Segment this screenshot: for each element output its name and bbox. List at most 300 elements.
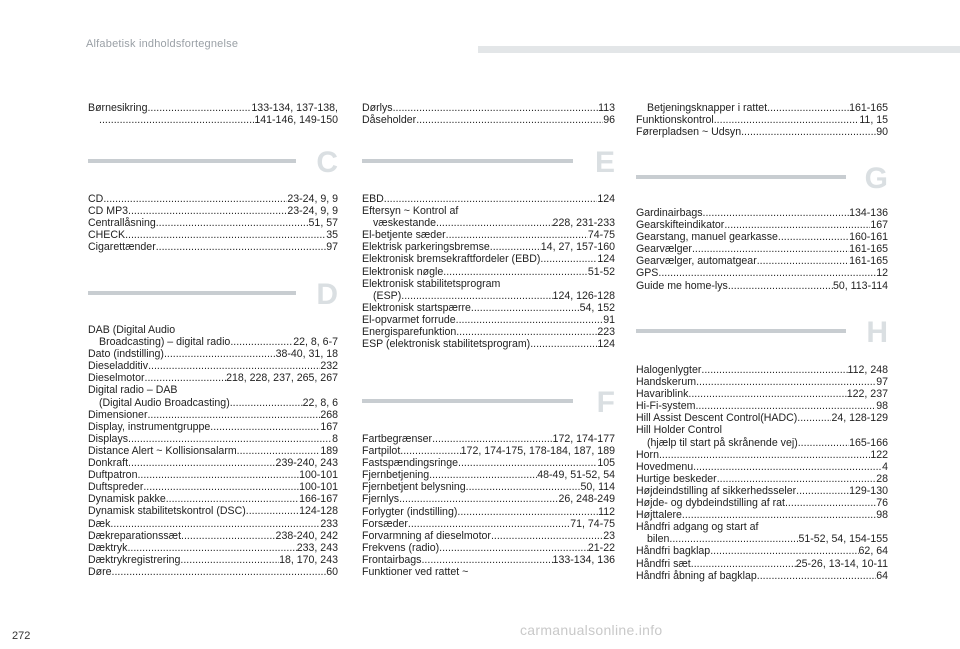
- dot-leader: [421, 554, 552, 566]
- entry-pages: 160-161: [849, 231, 888, 244]
- entry-term: Guide me home-lys: [636, 279, 728, 292]
- dot-leader: [439, 542, 588, 554]
- entry-term: CHECK: [88, 229, 126, 242]
- entry-term: Gearskifteindikator: [636, 219, 725, 232]
- index-entry: [88, 505, 338, 517]
- entry-pages: 167: [870, 219, 888, 232]
- entry-pages: 97: [876, 376, 888, 389]
- entry-pages: 25-26, 13-14, 10-11: [795, 557, 888, 570]
- index-entry: [88, 421, 338, 433]
- dot-leader: [530, 338, 597, 350]
- entry-term: Havariblink: [636, 388, 689, 401]
- dot-leader: [692, 243, 849, 255]
- entry-term: Hovedmenu: [636, 460, 694, 473]
- entry-pages: 8: [332, 432, 338, 445]
- dot-leader: [384, 193, 598, 205]
- dot-leader: [128, 433, 332, 445]
- entry-term: Højdeindstilling af sikkerhedsseler: [636, 484, 797, 497]
- entry-term: bilen: [647, 533, 670, 546]
- entry-term: Display, instrumentgruppe: [88, 420, 211, 433]
- index-entry: [636, 497, 888, 509]
- index-entry: [362, 102, 615, 114]
- index-entry: [636, 231, 888, 243]
- index-entry: [88, 241, 338, 253]
- dot-leader: [724, 219, 870, 231]
- dot-leader: [710, 545, 858, 557]
- index-entry: [362, 481, 615, 493]
- dot-leader: [148, 360, 320, 372]
- dot-leader: [210, 421, 320, 433]
- index-entry: [362, 290, 615, 302]
- section-c: [88, 148, 338, 188]
- entry-term: Energisparefunktion: [362, 326, 457, 339]
- entry-term: Håndfri adgang og start af: [636, 521, 759, 534]
- entry-term: Dørlys: [362, 102, 393, 114]
- entry-pages: 161-165: [849, 255, 888, 268]
- entry-pages: 167: [320, 420, 338, 433]
- entry-pages: 24, 128-129: [831, 412, 888, 425]
- section-h: [636, 318, 888, 358]
- entry-pages: 35: [326, 229, 338, 242]
- entry-pages: 12: [876, 267, 888, 280]
- entry-pages: 105: [597, 457, 615, 470]
- entry-term: (Digital Audio Broadcasting): [99, 396, 230, 409]
- entry-term: væskestande: [373, 217, 437, 230]
- index-entry: [362, 314, 615, 326]
- header-title: Alfabetisk indholdsfortegnelse: [86, 38, 239, 50]
- entry-term: Fjernbetjening: [362, 469, 430, 482]
- index-entry: [362, 326, 615, 338]
- index-entry: [88, 348, 338, 360]
- entry-term: Dynamisk pakke: [88, 493, 166, 506]
- dot-leader: [471, 302, 580, 314]
- entry-pages: 172, 174-175, 178-184, 187, 189: [460, 445, 615, 458]
- dot-leader: [741, 126, 876, 138]
- entry-term: Gearvælger: [636, 243, 692, 256]
- entry-pages: 129-130: [849, 484, 888, 497]
- entry-pages: 141-146, 149-150: [254, 114, 338, 127]
- index-entry: [636, 509, 888, 521]
- entry-pages: 218, 228, 237, 265, 267: [226, 372, 338, 385]
- index-entry: [88, 493, 338, 505]
- index-entry: [88, 554, 338, 566]
- dot-leader: [798, 437, 849, 449]
- index-entry: [362, 493, 615, 505]
- dot-leader: [714, 114, 860, 126]
- dot-leader: [458, 457, 597, 469]
- dot-leader: [110, 518, 320, 530]
- watermark-text: carmanualsonline.info: [520, 622, 663, 638]
- dot-leader: [456, 326, 597, 338]
- index-entry: [88, 433, 338, 445]
- index-entry: [636, 461, 888, 473]
- entry-pages: 51, 57: [308, 217, 338, 230]
- entry-term: Forsæder: [362, 517, 408, 530]
- entry-pages: 18, 170, 243: [279, 553, 338, 566]
- dot-leader: [125, 229, 326, 241]
- entry-term: (ESP): [373, 289, 402, 302]
- index-entry: [362, 566, 615, 578]
- dot-leader: [659, 449, 870, 461]
- index-entry: [636, 424, 888, 436]
- dot-leader: [457, 506, 598, 518]
- entry-pages: 232: [320, 360, 338, 373]
- entry-term: Dæktrykregistrering: [88, 553, 181, 566]
- index-entry: [88, 481, 338, 493]
- entry-term: Displays: [88, 432, 129, 445]
- entry-term: Distance Alert ~ Kollisionsalarm: [88, 444, 237, 457]
- entry-pages: 112, 248: [847, 364, 888, 376]
- index-entry: [636, 437, 888, 449]
- entry-term: Hurtige beskeder: [636, 472, 717, 485]
- entry-pages: 98: [876, 509, 888, 522]
- entry-pages: 161-165: [849, 243, 888, 256]
- index-entry: [362, 193, 615, 205]
- index-entry: [636, 255, 888, 267]
- entry-term: El-opvarmet forrude: [362, 313, 456, 326]
- entry-term: Cigarettænder: [88, 241, 156, 254]
- dot-leader: [703, 207, 850, 219]
- entry-pages: 189: [320, 444, 338, 457]
- index-entry: [88, 542, 338, 554]
- entry-term: Forlygter (indstilling): [362, 505, 458, 518]
- entry-term: Døre: [88, 565, 112, 578]
- index-entry: [636, 533, 888, 545]
- b-entries: [88, 102, 338, 126]
- entry-term: Dimensioner: [88, 408, 148, 421]
- entry-term: Elektronisk nøgle: [362, 265, 444, 278]
- entry-term: Funktionskontrol: [636, 114, 714, 127]
- entry-pages: 98: [876, 400, 888, 413]
- entry-pages: 74-75: [587, 229, 615, 242]
- entry-term: CD MP3: [88, 205, 129, 218]
- entry-pages: 50, 114: [580, 481, 615, 494]
- entry-term: Forvarmning af dieselmotor: [362, 529, 491, 542]
- entry-term: Højde- og dybdeindstilling af rat: [636, 497, 785, 510]
- entry-term: Eftersyn ~ Kontrol af: [362, 205, 459, 218]
- entry-pages: 124: [597, 338, 615, 351]
- entry-term: Fastspændingsringe: [362, 457, 458, 470]
- entry-term: Dæktryk: [88, 541, 128, 554]
- dot-leader: [401, 290, 552, 302]
- index-entry: [636, 376, 888, 388]
- dot-leader: [230, 336, 293, 348]
- entry-pages: 133-134, 136: [552, 553, 615, 566]
- entry-term: ESP (elektronisk stabilitetsprogram): [362, 338, 531, 351]
- index-entry: [88, 193, 338, 205]
- dot-leader: [400, 445, 460, 457]
- index-entry: [636, 102, 888, 114]
- entry-term: Dato (indstilling): [88, 348, 164, 361]
- entry-pages: 223: [597, 326, 615, 339]
- index-entry: [362, 457, 615, 469]
- index-entry: [88, 229, 338, 241]
- index-entry: [362, 217, 615, 229]
- entry-pages: 122: [870, 448, 888, 461]
- entry-term: Elektrisk parkeringsbremse: [362, 241, 490, 254]
- dot-leader: [147, 409, 320, 421]
- entry-pages: 23: [603, 529, 615, 542]
- entry-pages: 238-240, 242: [275, 529, 338, 542]
- dot-leader: [180, 554, 279, 566]
- index-entry: [88, 445, 338, 457]
- entry-term: Dåseholder: [362, 114, 417, 127]
- index-entry: [636, 449, 888, 461]
- entry-term: Fjernbetjent belysning: [362, 481, 466, 494]
- index-entry: [362, 530, 615, 542]
- index-entry: [636, 545, 888, 557]
- dot-leader: [127, 542, 296, 554]
- entry-pages: 124: [597, 253, 615, 266]
- index-entry: [362, 433, 615, 445]
- section-e: [362, 148, 615, 188]
- section-letter-h: H: [866, 316, 888, 349]
- index-entry: [88, 360, 338, 372]
- dot-leader: [137, 469, 299, 481]
- entry-pages: 14, 27, 157-160: [540, 241, 615, 254]
- entry-term: Dynamisk stabilitetskontrol (DSC): [88, 505, 246, 518]
- dot-leader: [156, 217, 309, 229]
- index-entry: [88, 566, 338, 578]
- index-entry: [636, 207, 888, 219]
- dot-leader: [436, 217, 553, 229]
- index-entry: [362, 554, 615, 566]
- dot-leader: [432, 433, 552, 445]
- entry-pages: 48-49, 51-52, 54: [537, 469, 615, 482]
- entry-term: Hi-Fi-system: [636, 400, 696, 413]
- dot-leader: [701, 364, 847, 376]
- entry-term: Frontairbags: [362, 553, 422, 566]
- entry-pages: 50, 113-114: [833, 279, 888, 292]
- index-entry: [88, 457, 338, 469]
- dot-leader: [466, 481, 581, 493]
- index-entry: [636, 126, 888, 138]
- section-letter-c: C: [316, 146, 338, 179]
- dot-leader: [728, 280, 833, 292]
- dot-leader: [145, 372, 227, 384]
- entry-term: Gearvælger, automatgear: [636, 255, 757, 268]
- dot-leader: [181, 530, 276, 542]
- entry-pages: 22, 8, 6: [302, 396, 338, 409]
- index-entry: [636, 114, 888, 126]
- index-entry: [636, 219, 888, 231]
- dot-leader: [112, 566, 327, 578]
- index-entry: [88, 324, 338, 336]
- dot-leader: [796, 485, 849, 497]
- g-entries: [636, 207, 888, 292]
- dot-leader: [393, 102, 599, 114]
- dot-leader: [797, 412, 831, 424]
- e-entries: [362, 193, 615, 350]
- entry-term: Digital radio – DAB: [88, 384, 178, 397]
- index-entry: [362, 205, 615, 217]
- entry-pages: 96: [603, 114, 615, 127]
- d-entries: [88, 324, 338, 578]
- dot-leader: [540, 253, 597, 265]
- entry-term: El-betjente sæder: [362, 229, 446, 242]
- dot-leader: [696, 376, 876, 388]
- entry-term: Børnesikring: [88, 102, 148, 114]
- entry-pages: 91: [603, 313, 615, 326]
- entry-pages: 166-167: [299, 493, 338, 506]
- entry-pages: 97: [326, 241, 338, 254]
- index-entry: [362, 506, 615, 518]
- entry-pages: 228, 231-233: [552, 217, 615, 230]
- entry-pages: 23-24, 9, 9: [287, 193, 338, 205]
- entry-pages: 100-101: [299, 481, 338, 494]
- entry-term: Gearstang, manuel gearkasse: [636, 231, 778, 244]
- header-bar: [478, 46, 960, 53]
- entry-term: Dækreparationssæt: [88, 529, 182, 542]
- entry-pages: 100-101: [299, 469, 338, 482]
- entry-pages: 28: [876, 472, 888, 485]
- entry-pages: 161-165: [849, 102, 888, 114]
- entry-term: Duftpatron: [88, 469, 138, 482]
- dot-leader: [446, 229, 588, 241]
- f-entries-continued: [636, 102, 888, 138]
- entry-pages: 233: [320, 517, 338, 530]
- entry-pages: 122, 237: [846, 388, 888, 401]
- dot-leader: [693, 461, 882, 473]
- index-entry: [362, 445, 615, 457]
- index-entry: [636, 412, 888, 424]
- dot-leader: [143, 481, 299, 493]
- dot-leader: [128, 205, 287, 217]
- d-entries-continued: [362, 102, 615, 126]
- section-letter-f: F: [596, 386, 615, 419]
- dot-leader: [246, 505, 299, 517]
- entry-term: Elektronisk stabilitetsprogram: [362, 277, 501, 290]
- entry-pages: 64: [876, 569, 888, 582]
- dot-leader: [147, 102, 251, 114]
- entry-pages: 62, 64: [858, 545, 888, 558]
- entry-pages: 112: [598, 505, 615, 518]
- dot-leader: [237, 445, 321, 457]
- index-entry: [636, 280, 888, 292]
- index-entry: [362, 229, 615, 241]
- index-entry: [362, 302, 615, 314]
- entry-term: Horn: [636, 448, 659, 461]
- dot-leader: [416, 114, 603, 126]
- index-entry: [636, 243, 888, 255]
- dot-leader: [399, 493, 558, 505]
- dot-leader: [491, 530, 603, 542]
- entry-term: Fartbegrænser: [362, 433, 433, 445]
- index-entry: [88, 469, 338, 481]
- entry-term: Førerpladsen ~ Udsyn: [636, 126, 742, 139]
- entry-term: Funktioner ved rattet ~: [362, 566, 469, 579]
- entry-pages: 172, 174-177: [552, 433, 615, 445]
- index-entry: [88, 205, 338, 217]
- entry-term: Fjernlys: [362, 493, 400, 506]
- index-entry: [636, 558, 888, 570]
- index-entry: [88, 102, 338, 114]
- entry-pages: 239-240, 243: [275, 457, 338, 470]
- entry-term: Dieseladditiv: [88, 360, 149, 373]
- entry-pages: 22, 8, 6-7: [293, 336, 338, 349]
- c-entries: [88, 193, 338, 253]
- dot-leader: [785, 497, 876, 509]
- index-entry: [362, 266, 615, 278]
- entry-term: Duftspreder: [88, 481, 144, 494]
- dot-leader: [658, 267, 876, 279]
- index-entry: [88, 409, 338, 421]
- index-entry: [362, 114, 615, 126]
- entry-pages: 60: [326, 565, 338, 578]
- entry-pages: 268: [320, 408, 338, 421]
- dot-leader: [490, 241, 541, 253]
- entry-term: Fartpilot: [362, 445, 401, 458]
- index-entry: [88, 217, 338, 229]
- index-entry: [88, 372, 338, 384]
- dot-leader: [128, 457, 276, 469]
- dot-leader: [230, 397, 303, 409]
- dot-leader: [408, 518, 570, 530]
- dot-leader: [164, 348, 276, 360]
- entry-pages: 165-166: [849, 436, 888, 449]
- dot-leader: [767, 102, 849, 114]
- dot-leader: [156, 241, 326, 253]
- entry-pages: 124-128: [299, 505, 338, 518]
- page-number: 272: [12, 630, 31, 642]
- dot-leader: [691, 558, 796, 570]
- entry-pages: 4: [882, 460, 888, 473]
- index-entry: [362, 518, 615, 530]
- index-entry: [88, 336, 338, 348]
- index-entry: [636, 521, 888, 533]
- index-entry: [636, 364, 888, 376]
- index-entry: [362, 253, 615, 265]
- entry-pages: 76: [876, 497, 888, 510]
- entry-term: Håndfri åbning af bagklap: [636, 569, 757, 582]
- entry-term: Donkraft: [88, 457, 129, 470]
- section-letter-d: D: [316, 278, 338, 311]
- dot-leader: [99, 114, 254, 126]
- index-entry: [636, 570, 888, 582]
- index-entry: [362, 241, 615, 253]
- entry-pages: 233, 243: [296, 541, 338, 554]
- index-entry: [88, 397, 338, 409]
- entry-term: DAB (Digital Audio: [88, 324, 176, 336]
- dot-leader: [456, 314, 604, 326]
- entry-pages: 113: [598, 102, 615, 114]
- dot-leader: [429, 469, 537, 481]
- entry-pages: 124: [597, 193, 615, 205]
- index-entry: [362, 542, 615, 554]
- entry-term: Betjeningsknapper i rattet: [647, 102, 768, 114]
- entry-term: Elektronisk startspærre: [362, 301, 471, 314]
- entry-pages: 51-52: [587, 265, 615, 278]
- entry-term: CD: [88, 193, 104, 205]
- index-entry: [362, 469, 615, 481]
- entry-term: Elektronisk bremsekraftfordeler (EBD): [362, 253, 541, 266]
- f-entries: [362, 433, 615, 578]
- entry-pages: 71, 74-75: [570, 517, 615, 530]
- entry-pages: 133-134, 137-138,: [251, 102, 338, 114]
- section-d: [88, 280, 338, 320]
- h-entries: [636, 364, 888, 582]
- entry-term: Hill Assist Descent Control(HADC): [636, 412, 798, 425]
- entry-term: EBD: [362, 193, 384, 205]
- entry-term: Halogenlygter: [636, 364, 702, 376]
- entry-term: Hill Holder Control: [636, 424, 722, 437]
- entry-term: Håndfri bagklap: [636, 545, 711, 558]
- dot-leader: [166, 493, 299, 505]
- entry-term: Dæk: [88, 517, 111, 530]
- dot-leader: [757, 570, 876, 582]
- index-entry: [636, 400, 888, 412]
- dot-leader: [443, 266, 588, 278]
